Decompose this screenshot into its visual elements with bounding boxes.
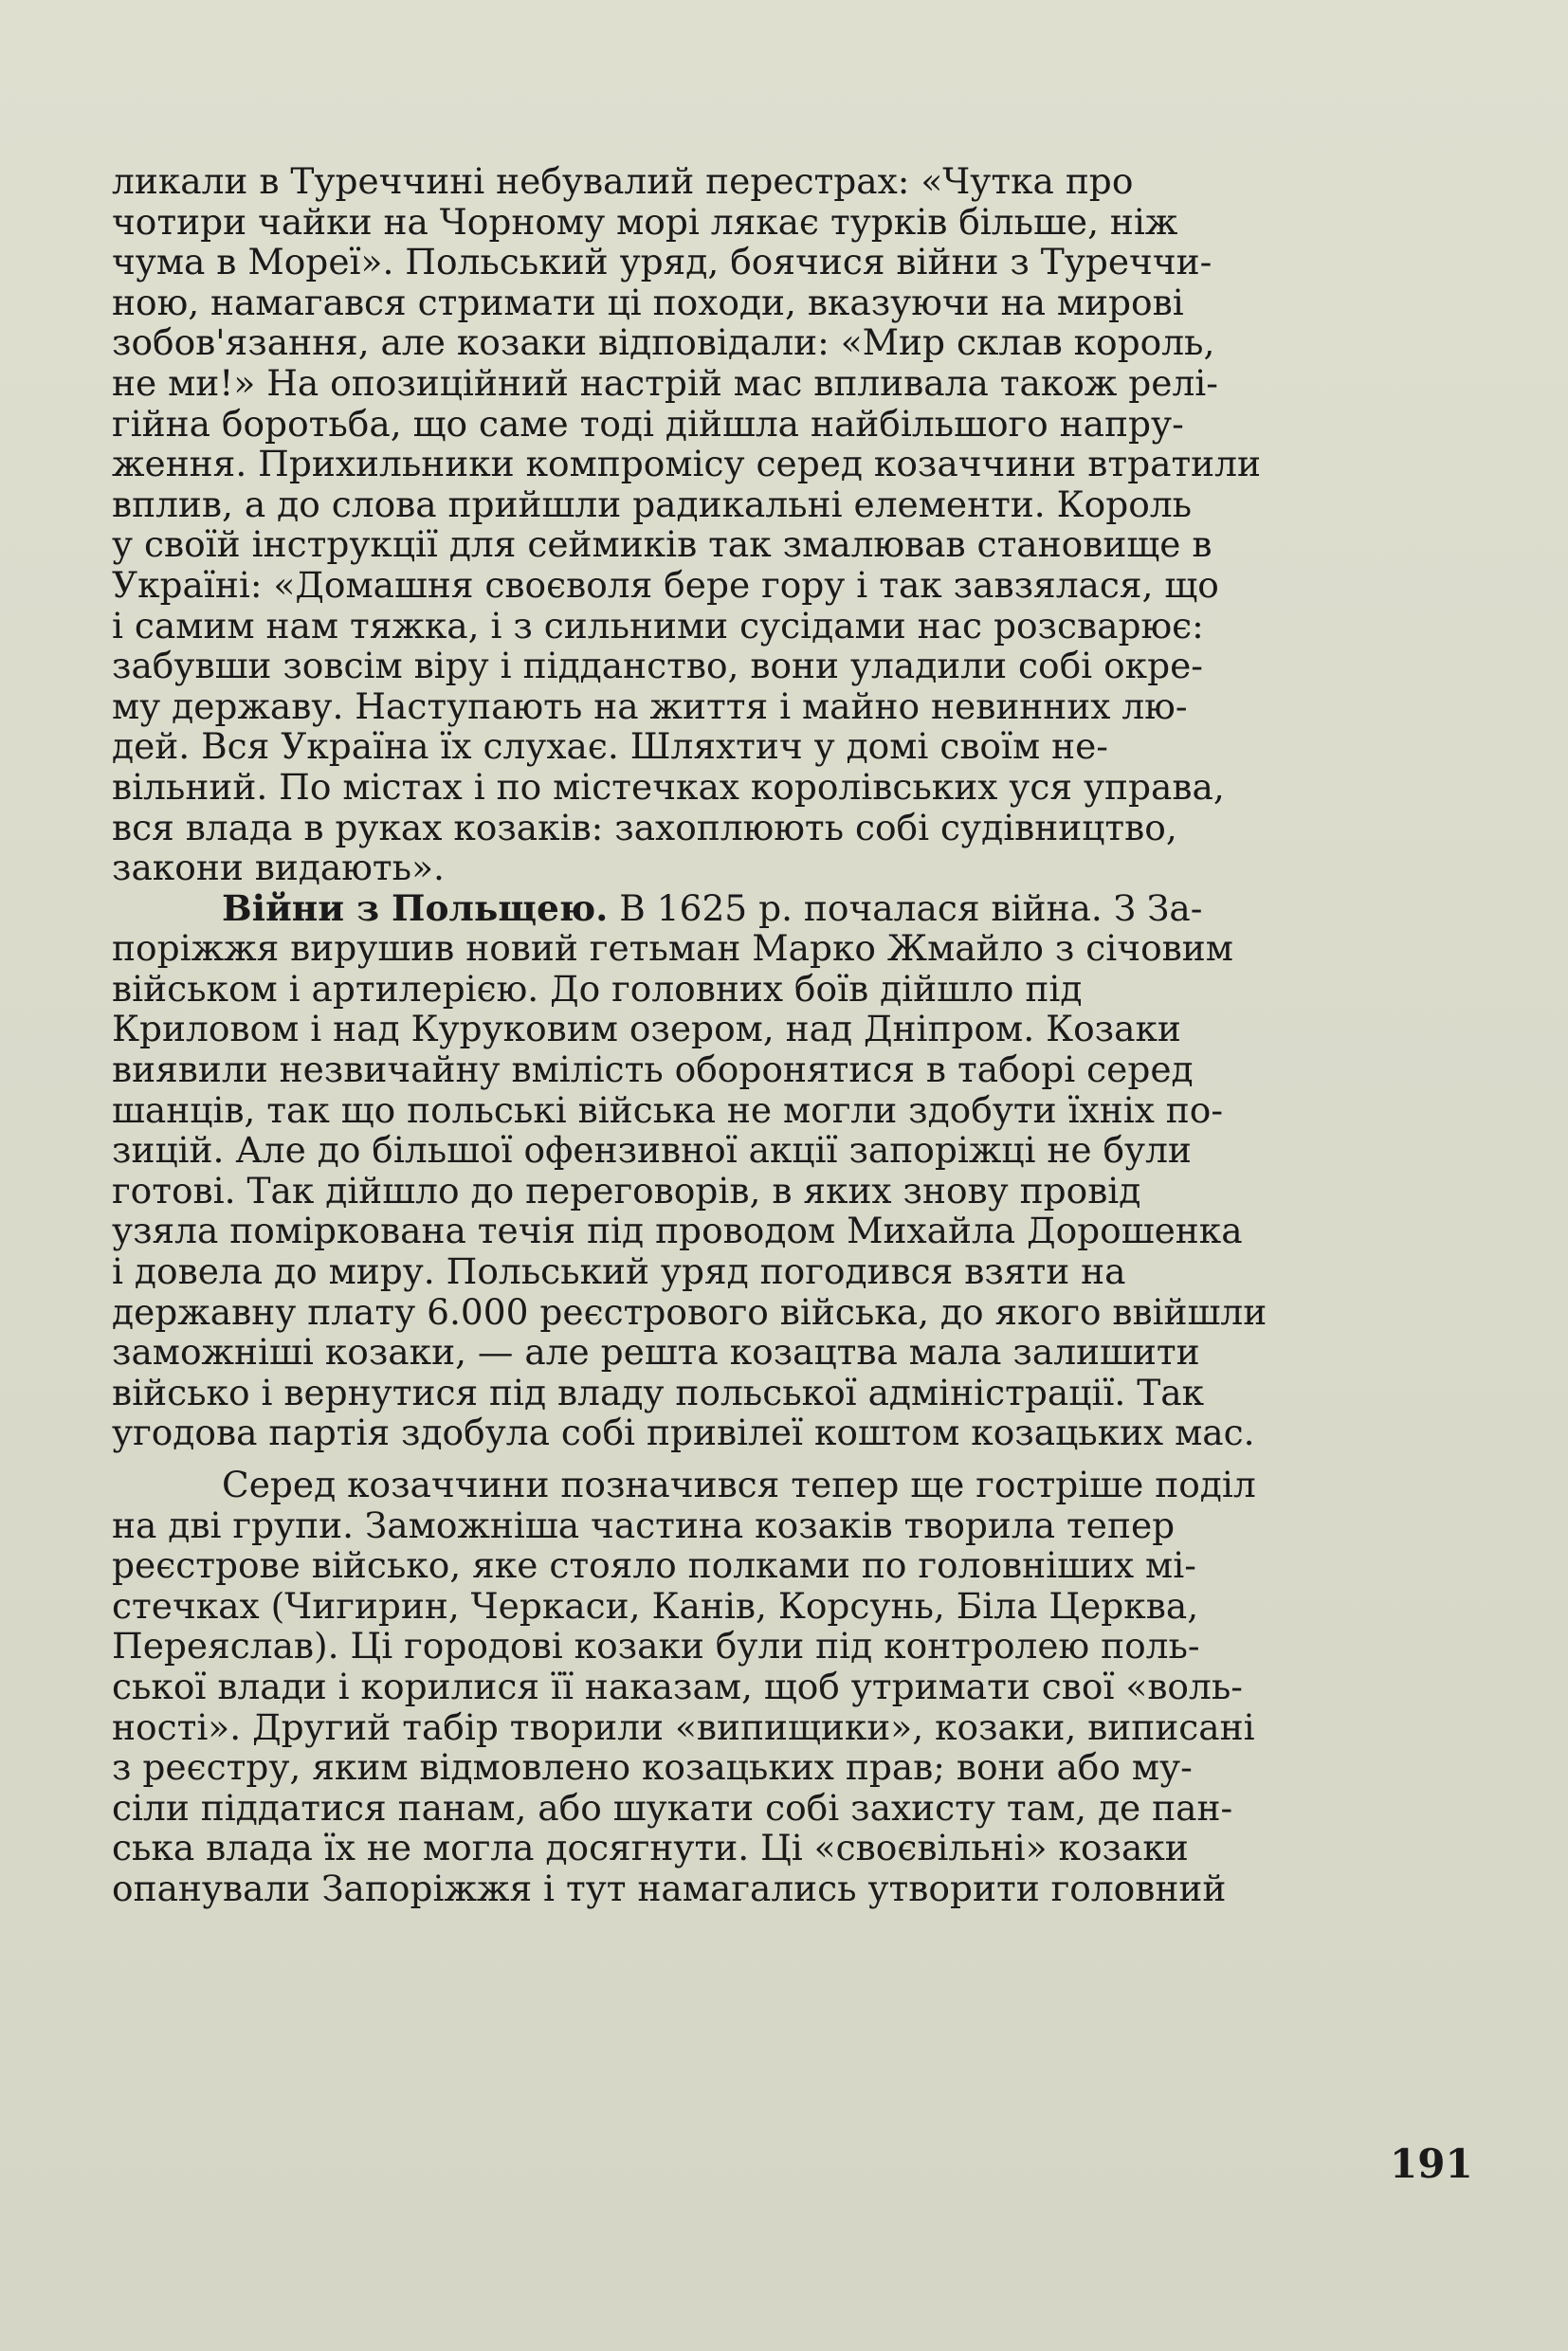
text-line: поріжжя вирушив новий гетьман Марко Жмайло з січовим bbox=[112, 927, 1233, 970]
paragraph-1 bbox=[112, 161, 1475, 888]
text-line: реєстрове військо, яке стояло полками по головніших мі- bbox=[112, 1544, 1196, 1587]
text-run: В 1625 р. почалася війна. З За- bbox=[608, 886, 1203, 929]
text-line: угодова партія здобула собі привілеї коштом козацьких мас. bbox=[112, 1412, 1255, 1454]
text-line: Переяслав). Ці городові козаки були під контролею поль- bbox=[112, 1625, 1200, 1668]
text-line: виявили незвичайну вмілість оборонятися в таборі серед bbox=[112, 1048, 1194, 1091]
text-line: державну плату 6.000 реєстрового війська, до якого ввійшли bbox=[112, 1290, 1267, 1333]
text-line: опанували Запоріжжя і тут намагались утворити головний bbox=[112, 1867, 1227, 1909]
body-text bbox=[112, 161, 1475, 1909]
text-line: військо і вернутися під владу польської адміністрації. Так bbox=[112, 1371, 1205, 1413]
paragraph-2 bbox=[112, 888, 1475, 1453]
text-line: сіли піддатися панам, або шукати собі захисту там, де пан- bbox=[112, 1786, 1233, 1829]
text-line: вільний. По містах і по містечках королівських уся управа, bbox=[112, 765, 1225, 808]
text-line: Криловом і над Куруковим озером, над Дніпром. Козаки bbox=[112, 1008, 1181, 1050]
text-line: узяла поміркована течія під проводом Михайла Дорошенка bbox=[112, 1210, 1243, 1252]
page-number: 191 bbox=[1390, 2141, 1473, 2187]
text-line: зобов'язання, але козаки відповідали: «Мир склав король, bbox=[112, 321, 1215, 364]
text-line: ликали в Туреччині небувалий перестрах: «Чутка про bbox=[112, 160, 1134, 202]
text-line: чотири чайки на Чорному морі лякає турків більше, ніж bbox=[112, 200, 1178, 243]
paragraph-3 bbox=[112, 1465, 1475, 1909]
text-line: Україні: «Домашня своєволя бере гору і так завзялася, що bbox=[112, 563, 1219, 606]
text-line bbox=[112, 888, 1475, 929]
text-line: чума в Мореї». Польський уряд, боячися війни з Туреччи- bbox=[112, 241, 1212, 283]
text-line: зицій. Але до більшої офензивної акції запоріжці не були bbox=[112, 1129, 1192, 1172]
text-line: вплив, а до слова прийшли радикальні елементи. Король bbox=[112, 483, 1193, 525]
text-line: дей. Вся Україна їх слухає. Шляхтич у домі своїм не- bbox=[112, 725, 1108, 768]
text-line: шанців, так що польські війська не могли здобути їхніх по- bbox=[112, 1088, 1224, 1131]
text-line: і самим нам тяжка, і з сильними сусідами нас розсварює: bbox=[112, 604, 1204, 647]
text-line: гійна боротьба, що саме тоді дійшла найбільшого напру- bbox=[112, 402, 1184, 445]
text-line: забувши зовсім віру і підданство, вони уладили собі окре- bbox=[112, 645, 1203, 687]
text-line: у своїй інструкції для сеймиків так змалював становище в bbox=[112, 523, 1212, 566]
text-line: військом і артилерією. До головних боїв дійшло під bbox=[112, 967, 1083, 1010]
text-line: і довела до миру. Польський уряд погодився взяти на bbox=[112, 1250, 1126, 1293]
text-line: ною, намагався стримати ці походи, вказуючи на мирові bbox=[112, 281, 1184, 323]
text-line: стечках (Чигирин, Черкаси, Канів, Корсунь, Біла Церква, bbox=[112, 1584, 1199, 1627]
text-line: готові. Так дійшло до переговорів, в яких знову провід bbox=[112, 1169, 1141, 1212]
section-heading: Війни з Польщею. bbox=[222, 886, 609, 929]
text-line: ської влади і корилися її наказам, щоб утримати свої «воль- bbox=[112, 1665, 1243, 1707]
text-line: не ми!» На опозиційний настрій мас впливала також релі- bbox=[112, 361, 1218, 404]
text-line: Серед козаччини позначився тепер ще гостріше поділ bbox=[222, 1464, 1256, 1505]
text-line: ження. Прихильники компромісу серед козаччини втратили bbox=[112, 443, 1261, 485]
text-line: на дві групи. Заможніша частина козаків творила тепер bbox=[112, 1504, 1176, 1546]
text-line: вся влада в руках козаків: захоплюють собі судівництво, bbox=[112, 806, 1177, 848]
text-line: му державу. Наступають на життя і майно невинних лю- bbox=[112, 684, 1188, 727]
text-line: ська влада їх не могла досягнути. Ці «своєвільні» козаки bbox=[112, 1827, 1189, 1869]
text-line: з реєстру, яким відмовлено козацьких прав; вони або му- bbox=[112, 1746, 1193, 1789]
text-line: ності». Другий табір творили «випищики», козаки, виписані bbox=[112, 1705, 1255, 1748]
text-line: закони видають». bbox=[112, 847, 445, 889]
text-line: заможніші козаки, — але решта козацтва мала залишити bbox=[112, 1331, 1200, 1374]
